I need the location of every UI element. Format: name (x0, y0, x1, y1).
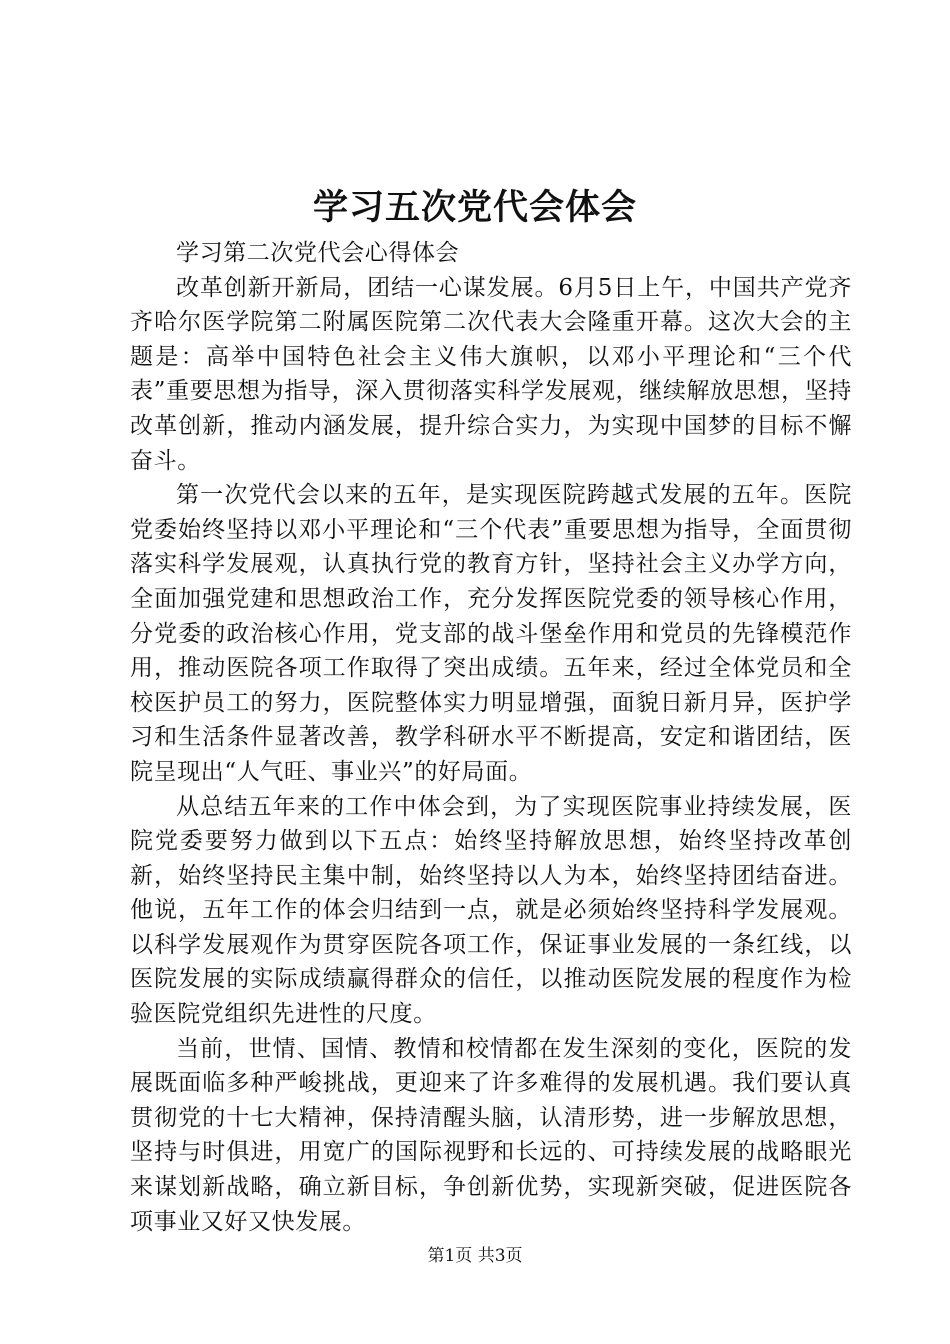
document-subtitle: 学习第二次党代会心得体会 (176, 240, 460, 266)
paragraph-1: 改革创新开新局，团结一心谋发展。6月5日上午，中国共产党齐齐哈尔医学院第二附属医院第二次代表大会隆重开幕。这次大会的主题是：高举中国特色社会主义伟大旗帜，以邓小平理论和“三个代表”重要思想为指导，深入贯彻落实科学发展观，继续解放思想，坚持改革创新，推动内涵发展，提升综合实力，为实现中国梦的目标不懈奋斗。 (130, 274, 852, 474)
page-number-footer: 第1页 共3页 (427, 1246, 523, 1266)
paragraph-2: 第一次党代会以来的五年，是实现医院跨越式发展的五年。医院党委始终坚持以邓小平理论和“三个代表”重要思想为指导，全面贯彻落实科学发展观，认真执行党的教育方针，坚持社会主义办学方向，全面加强党建和思想政治工作，充分发挥医院党委的领导核心作用，分党委的政治核心作用，党支部的战斗堡垒作用和党员的先锋模范作用，推动医院各项工作取得了突出成绩。五年来，经过全体党员和全校医护员工的努力，医院整体实力明显增强，面貌日新月异，医护学习和生活条件显著改善，教学科研水平不断提高，安定和谐团结，医院呈现出“人气旺、事业兴”的好局面。 (130, 482, 852, 785)
paragraph-3: 从总结五年来的工作中体会到，为了实现医院事业持续发展，医院党委要努力做到以下五点：始终坚持解放思想，始终坚持改革创新，始终坚持民主集中制，始终坚持以人为本，始终坚持团结奋进。他说，五年工作的体会归结到一点，就是必须始终坚持科学发展观。以科学发展观作为贯穿医院各项工作，保证事业发展的一条红线，以医院发展的实际成绩赢得群众的信任，以推动医院发展的程度作为检验医院党组织先进性的尺度。 (130, 793, 852, 1028)
paragraph-4: 当前，世情、国情、教情和校情都在发生深刻的变化，医院的发展既面临多种严峻挑战，更迎来了许多难得的发展机遇。我们要认真贯彻党的十七大精神，保持清醒头脑，认清形势，进一步解放思想，坚持与时俱进，用宽广的国际视野和长远的、可持续发展的战略眼光来谋划新战略，确立新目标，争创新优势，实现新突破，促进医院各项事业又好又快发展。 (130, 1035, 852, 1235)
page-title: 学习五次党代会体会 (312, 187, 637, 228)
document-body (130, 236, 852, 1239)
